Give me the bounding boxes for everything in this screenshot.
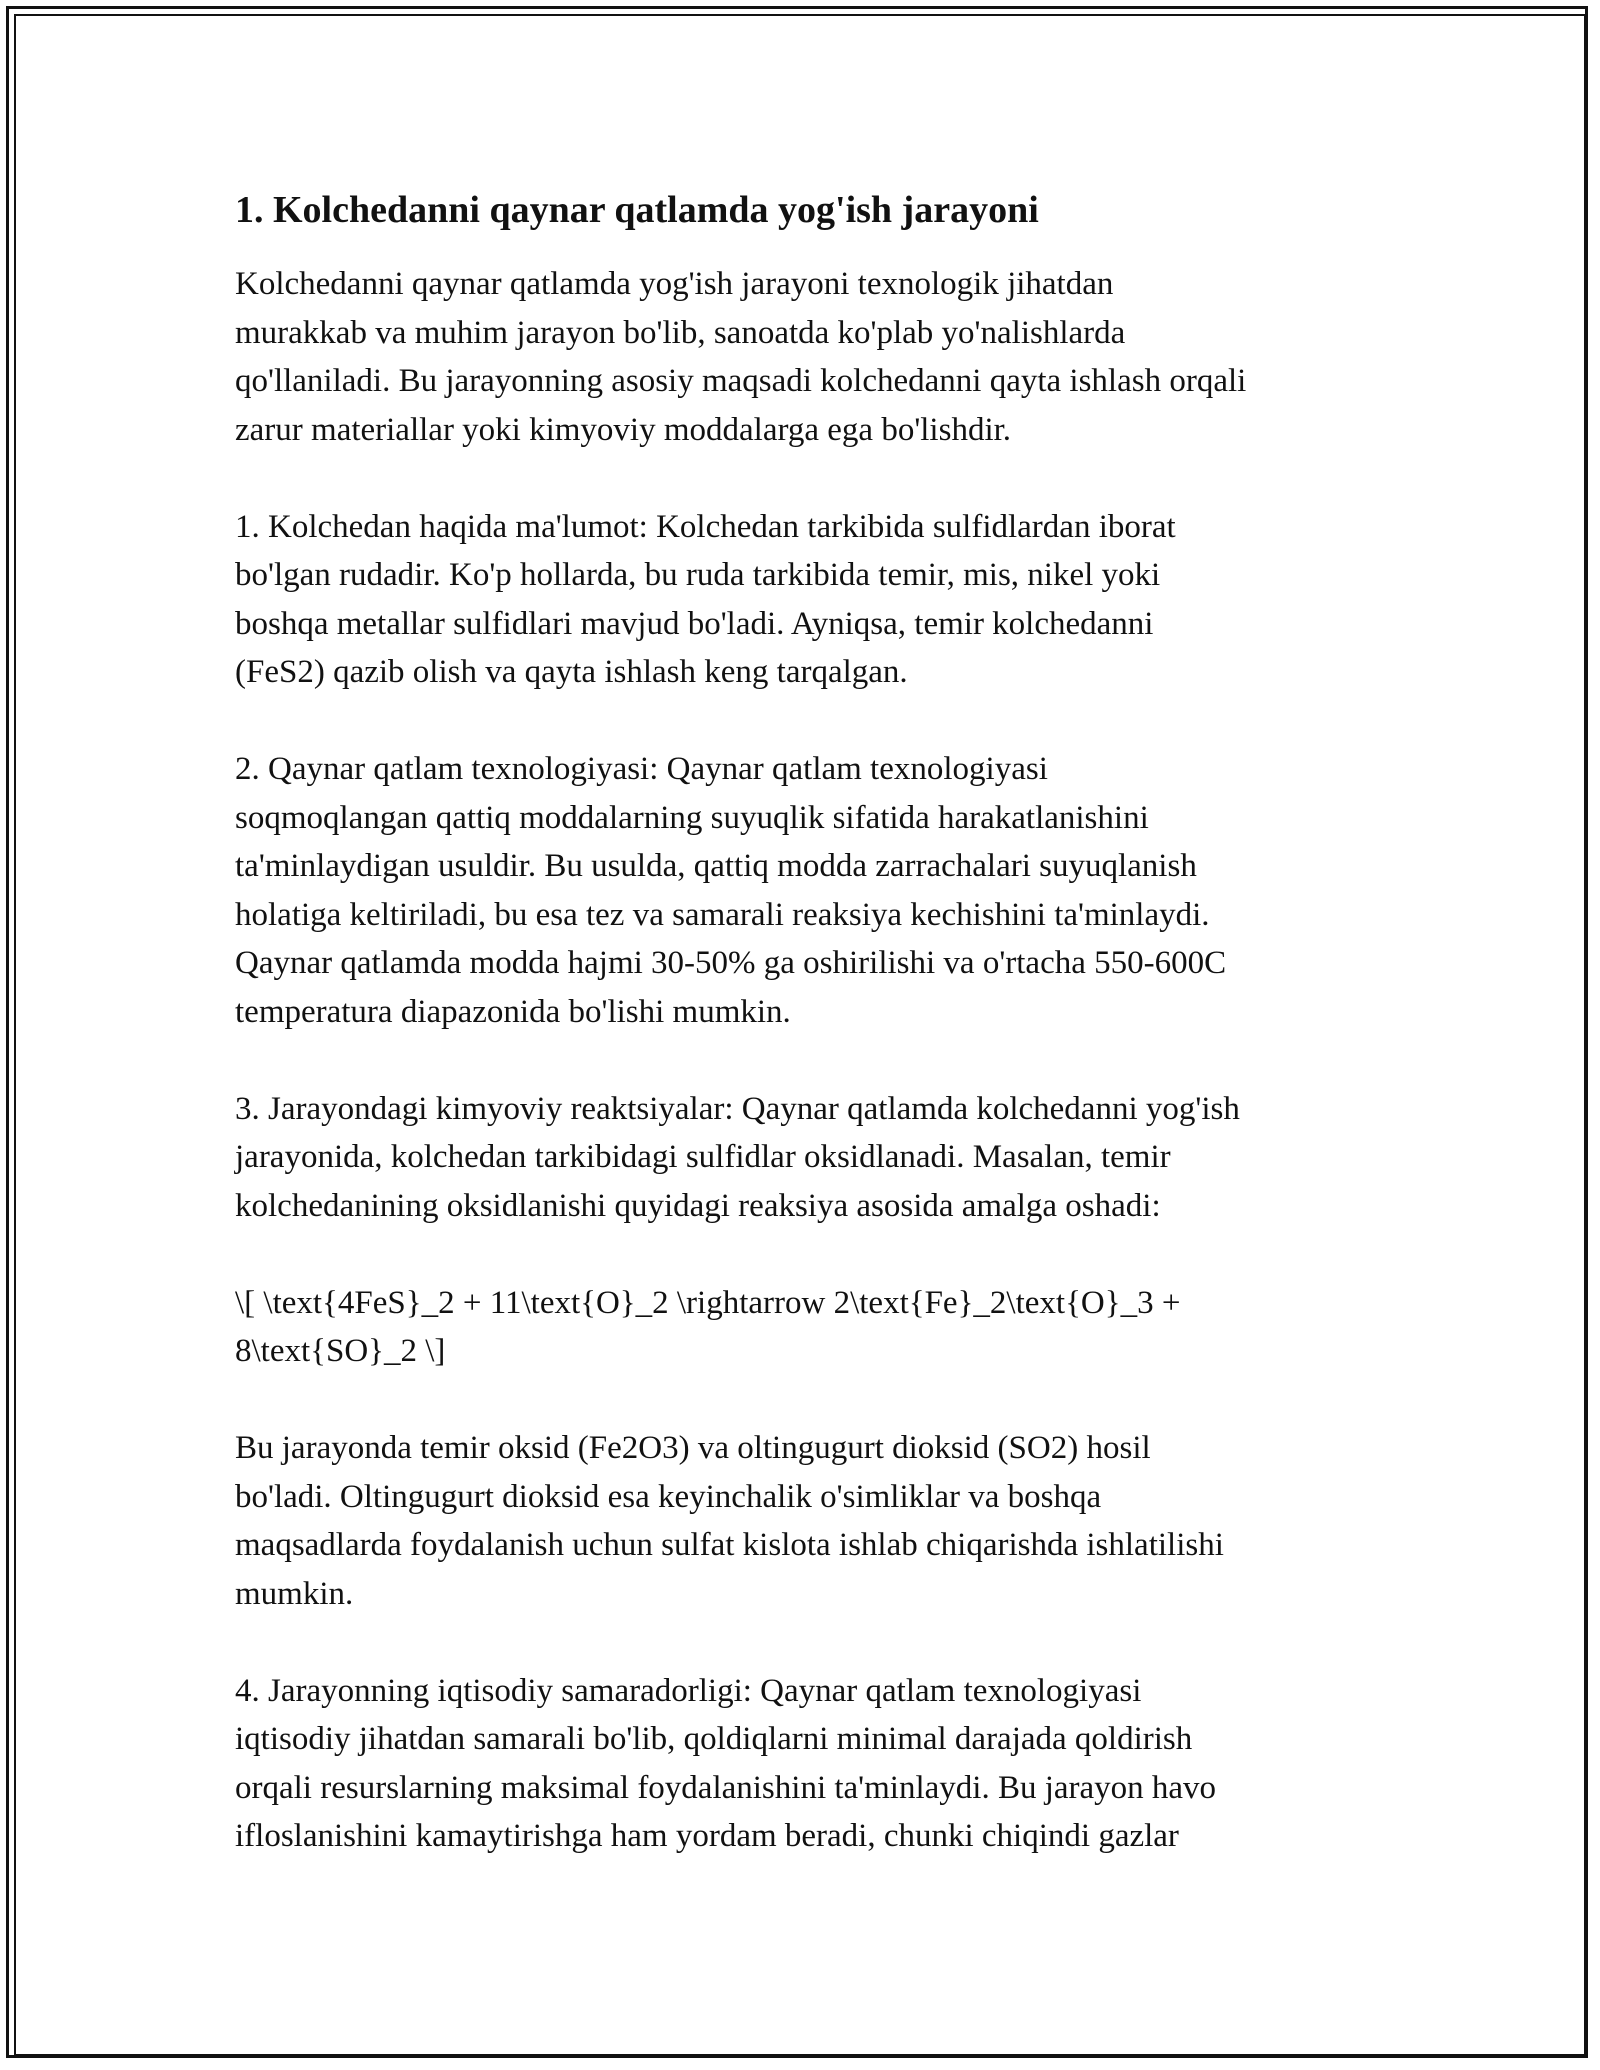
reaction-explanation-paragraph: Bu jarayonda temir oksid (Fe2O3) va oltingugurt dioksid (SO2) hosil bo'ladi. Oltingugurt dioksid esa keyinchalik o'simliklar va boshqa maqsadlarda foydalanish uchun sulfat kislota ishlab chiqarishda ishlatilishi mumkin. [235, 1430, 1224, 1612]
section-3-paragraph: 3. Jarayondagi kimyoviy reaktsiyalar: Qaynar qatlamda kolchedanni yog'ish jarayonida, kolchedan tarkibidagi sulfidlar oksidlanadi. Masalan, temir kolchedanining oksidlanishi quyidagi reaksiya asosida amalga oshadi: [235, 1090, 1240, 1224]
section-4-paragraph: 4. Jarayonning iqtisodiy samaradorligi: Qaynar qatlam texnologiyasi iqtisodiy jihatdan samarali bo'lib, qoldiqlarni minimal darajada qoldirish orqali resurslarning maksimal foydalanishini ta'minlaydi. Bu jarayon havo ifloslanishini kamaytirishga ham yordam beradi, chunki chiqindi gazlar [235, 1672, 1217, 1854]
document-title: 1. Kolchedanni qaynar qatlamda yog'ish jarayoni [235, 189, 1039, 231]
reaction-formula: \[ \text{4FeS}_2 + 11\text{O}_2 \rightarrow 2\text{Fe}_2\text{O}_3 + 8\text{SO}_2 \] [235, 1284, 1181, 1369]
section-2-paragraph: 2. Qaynar qatlam texnologiyasi: Qaynar qatlam texnologiyasi soqmoqlangan qattiq moddalarning suyuqlik sifatida harakatlanishini ta'minlaydigan usuldir. Bu usulda, qattiq modda zarrachalari suyuqlanish holatiga keltiriladi, bu esa tez va samarali reaksiya kechishini ta'minlaydi. Qaynar qatlamda modda hajmi 30-50% ga oshirilishi va o'rtacha 550-600C temperatura diapazonida bo'lishi mumkin. [235, 751, 1227, 1030]
intro-paragraph: Kolchedanni qaynar qatlamda yog'ish jarayoni texnologik jihatdan murakkab va muhim jarayon bo'lib, sanoatda ko'plab yo'nalishlarda qo'llaniladi. Bu jarayonning asosiy maqsadi kolchedanni qayta ishlash orqali zarur materiallar yoki kimyoviy moddalarga ega bo'lishdir. [235, 266, 1247, 448]
document-body [235, 186, 1370, 1909]
section-1-paragraph: 1. Kolchedan haqida ma'lumot: Kolchedan tarkibida sulfidlardan iborat bo'lgan rudadir. Ko'p hollarda, bu ruda tarkibida temir, mis, nikel yoki boshqa metallar sulfidlari mavjud bo'ladi. Ayniqsa, temir kolchedanni (FeS2) qazib olish va qayta ishlash keng tarqalgan. [235, 508, 1176, 690]
